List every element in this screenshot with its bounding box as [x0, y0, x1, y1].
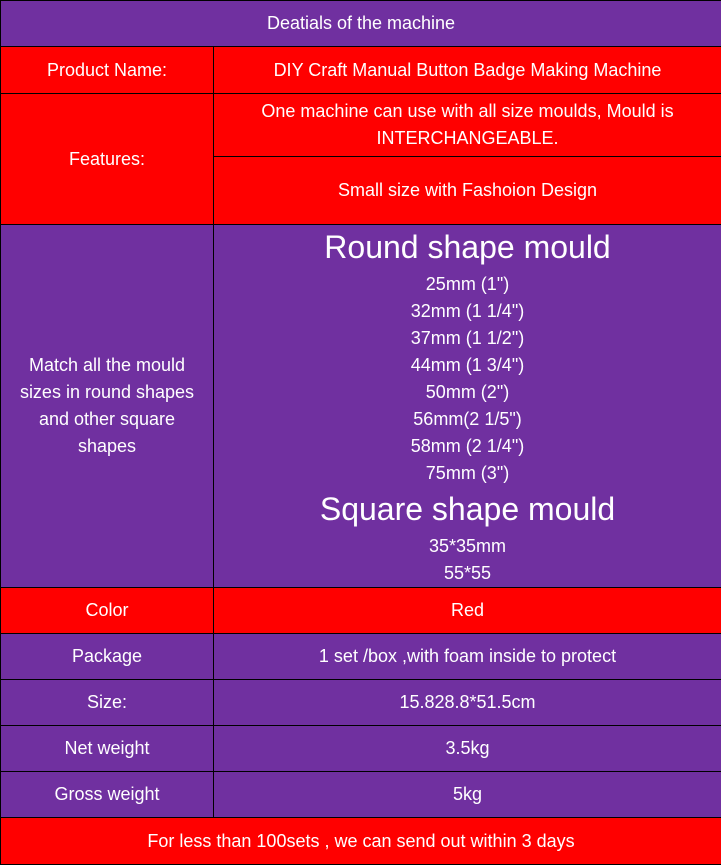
round-size-item: 44mm (1 3/4")	[224, 352, 711, 379]
net-weight-value: 3.5kg	[214, 726, 721, 772]
package-label: Package	[1, 634, 214, 680]
gross-weight-value: 5kg	[214, 772, 721, 818]
square-size-item: 55*55	[224, 560, 711, 587]
product-name-label: Product Name:	[1, 47, 214, 94]
round-size-list	[224, 271, 711, 487]
round-size-item: 58mm (2 1/4")	[224, 433, 711, 460]
round-size-item: 75mm (3")	[224, 460, 711, 487]
product-name-value: DIY Craft Manual Button Badge Making Machine	[214, 47, 721, 94]
moulds-label: Match all the mould sizes in round shapes and other square shapes	[1, 225, 214, 588]
table-title: Deatials of the machine	[1, 1, 721, 47]
round-size-item: 32mm (1 1/4")	[224, 298, 711, 325]
round-shape-heading: Round shape mould	[224, 229, 711, 265]
package-value: 1 set /box ,with foam inside to protect	[214, 634, 721, 680]
gross-weight-label: Gross weight	[1, 772, 214, 818]
round-size-item: 25mm (1")	[224, 271, 711, 298]
square-size-list	[224, 533, 711, 587]
features-label: Features:	[1, 94, 214, 225]
color-value: Red	[214, 588, 721, 634]
features-value-1: One machine can use with all size moulds, Mould is INTERCHANGEABLE.	[214, 94, 721, 157]
round-size-item: 50mm (2")	[224, 379, 711, 406]
color-label: Color	[1, 588, 214, 634]
moulds-value	[214, 225, 721, 588]
round-size-item: 37mm (1 1/2")	[224, 325, 711, 352]
size-label: Size:	[1, 680, 214, 726]
square-size-item: 35*35mm	[224, 533, 711, 560]
net-weight-label: Net weight	[1, 726, 214, 772]
square-shape-heading: Square shape mould	[224, 491, 711, 527]
size-value: 15.828.8*51.5cm	[214, 680, 721, 726]
shipping-note: For less than 100sets , we can send out within 3 days	[1, 818, 721, 865]
features-value-2: Small size with Fashoion Design	[214, 157, 721, 225]
round-size-item: 56mm(2 1/5")	[224, 406, 711, 433]
